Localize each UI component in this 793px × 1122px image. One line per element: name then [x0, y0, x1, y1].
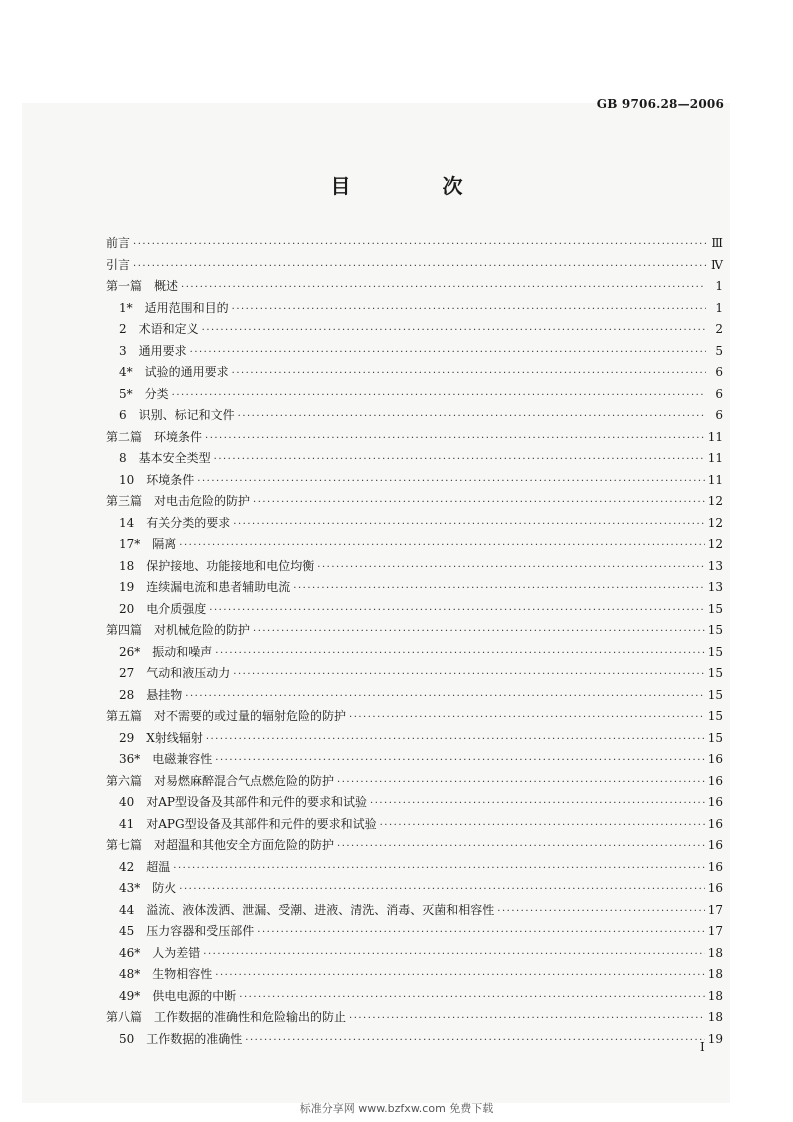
- toc-entry-label: 44 溢流、液体泼洒、泄漏、受潮、进液、清洗、消毒、灭菌和相容性: [119, 902, 495, 917]
- toc-entry[interactable]: [106, 728, 723, 750]
- toc-entry-page: 1: [715, 300, 723, 315]
- toc-entry-label: 2 术语和定义: [119, 322, 199, 336]
- toc-entry-page: 18: [707, 945, 723, 960]
- toc-dot-leader: [253, 621, 705, 643]
- toc-entry-label: 50 工作数据的准确性: [119, 1031, 243, 1046]
- toc-entry[interactable]: [106, 1007, 723, 1029]
- toc-entry-label: 1* 适用范围和目的: [119, 300, 229, 315]
- toc-dot-leader: [370, 793, 705, 815]
- toc-entry-page: 16: [707, 859, 723, 874]
- toc-entry-page: 12: [707, 515, 723, 530]
- toc-dot-leader: [209, 600, 704, 622]
- toc-entry-label: 5* 分类: [119, 386, 169, 401]
- toc-entry[interactable]: [106, 1029, 723, 1051]
- toc-entry-label: 28 悬挂物: [119, 687, 183, 702]
- toc-entry[interactable]: [106, 943, 723, 965]
- toc-entry[interactable]: [106, 685, 723, 707]
- toc-entry-page: 15: [707, 601, 723, 616]
- toc-entry[interactable]: [106, 986, 723, 1008]
- toc-dot-leader: [197, 471, 704, 493]
- toc-dot-leader: [497, 901, 704, 923]
- toc-entry-page: 18: [707, 1010, 723, 1024]
- toc-dot-leader: [232, 363, 706, 385]
- toc-dot-leader: [337, 836, 705, 858]
- toc-entry-page: 2: [715, 322, 723, 336]
- toc-dot-leader: [181, 277, 706, 299]
- toc-dot-leader: [232, 299, 706, 321]
- toc-entry-page: 5: [715, 343, 723, 358]
- toc-entry-label: 第一篇 概述: [106, 279, 179, 293]
- page-title: 目 次: [330, 174, 499, 198]
- toc-entry[interactable]: [106, 470, 723, 492]
- toc-entry[interactable]: [106, 405, 723, 427]
- toc-entry-page: 1: [715, 279, 723, 293]
- toc-dot-leader: [238, 406, 706, 428]
- toc-dot-leader: [185, 686, 704, 708]
- toc-entry[interactable]: [106, 384, 723, 406]
- toc-dot-leader: [172, 385, 706, 407]
- toc-entry-label: 20 电介质强度: [119, 601, 207, 616]
- toc-dot-leader: [349, 707, 705, 729]
- toc-entry-label: 14 有关分类的要求: [119, 515, 231, 530]
- toc-entry-label: 48* 生物相容性: [119, 967, 213, 981]
- toc-entry-label: 17* 隔离: [119, 537, 177, 551]
- toc-entry-label: 46* 人为差错: [119, 945, 201, 960]
- toc-entry-label: 45 压力容器和受压部件: [119, 924, 255, 938]
- toc-entry-page: 12: [707, 537, 723, 551]
- toc-entry-label: 引言: [106, 257, 131, 272]
- toc-dot-leader: [233, 664, 704, 686]
- toc-entry-page: 6: [715, 408, 723, 422]
- toc-entry[interactable]: [106, 298, 723, 320]
- toc-dot-leader: [173, 858, 704, 880]
- toc-entry-label: 第八篇 工作数据的准确性和危险输出的防止: [106, 1010, 347, 1024]
- toc-entry[interactable]: [106, 513, 723, 535]
- toc-dot-leader: [179, 879, 704, 901]
- toc-entry-page: 15: [707, 644, 723, 659]
- toc-dot-leader: [317, 557, 704, 579]
- toc-dot-leader: [133, 234, 706, 256]
- toc-entry-label: 前言: [106, 236, 131, 250]
- toc-entry[interactable]: [106, 319, 723, 341]
- toc-entry-label: 29 X射线辐射: [119, 730, 203, 745]
- table-of-contents: [106, 233, 723, 1050]
- toc-dot-leader: [239, 987, 704, 1009]
- toc-entry[interactable]: [106, 491, 723, 513]
- toc-entry-page: 16: [707, 816, 723, 831]
- toc-entry-label: 第七篇 对超温和其他安全方面危险的防护: [106, 838, 335, 852]
- toc-entry-label: 40 对AP型设备及其部件和元件的要求和试验: [119, 795, 368, 809]
- toc-dot-leader: [133, 256, 706, 278]
- toc-entry-label: 18 保护接地、功能接地和电位均衡: [119, 558, 315, 573]
- toc-entry-label: 4* 试验的通用要求: [119, 365, 229, 379]
- toc-entry-label: 第三篇 对电击危险的防护: [106, 494, 251, 508]
- toc-entry-page: 12: [707, 494, 723, 508]
- toc-dot-leader: [215, 965, 704, 987]
- toc-dot-leader: [190, 342, 706, 364]
- toc-dot-leader: [205, 428, 705, 450]
- toc-entry[interactable]: [106, 706, 723, 728]
- toc-dot-leader: [215, 643, 704, 665]
- toc-entry-label: 42 超温: [119, 859, 171, 874]
- toc-entry-page: 11: [707, 451, 723, 465]
- toc-entry[interactable]: [106, 835, 723, 857]
- toc-entry-label: 6 识别、标记和文件: [119, 408, 235, 422]
- toc-dot-leader: [214, 449, 705, 471]
- toc-entry[interactable]: [106, 599, 723, 621]
- toc-entry-page: 13: [707, 558, 723, 573]
- toc-entry-label: 49* 供电电源的中断: [119, 988, 237, 1003]
- standard-code: GB 9706.28—2006: [596, 97, 724, 111]
- page-number: I: [700, 1040, 705, 1054]
- toc-entry-page: 15: [707, 666, 723, 680]
- toc-entry[interactable]: [106, 620, 723, 642]
- toc-entry-label: 3 通用要求: [119, 343, 187, 358]
- toc-entry-page: 17: [707, 924, 723, 938]
- toc-entry-label: 36* 电磁兼容性: [119, 752, 213, 766]
- toc-entry-label: 第二篇 环境条件: [106, 429, 203, 444]
- toc-entry-label: 41 对APG型设备及其部件和元件的要求和试验: [119, 816, 377, 831]
- toc-entry[interactable]: [106, 556, 723, 578]
- toc-entry-label: 10 环境条件: [119, 472, 195, 487]
- toc-entry[interactable]: [106, 427, 723, 449]
- toc-entry-page: 11: [707, 472, 723, 487]
- toc-entry-label: 第五篇 对不需要的或过量的辐射危险的防护: [106, 709, 347, 723]
- toc-entry[interactable]: [106, 857, 723, 879]
- toc-entry-label: 第六篇 对易燃麻醉混合气点燃危险的防护: [106, 773, 335, 788]
- toc-dot-leader: [215, 750, 704, 772]
- toc-entry-label: 第四篇 对机械危险的防护: [106, 623, 251, 637]
- toc-entry[interactable]: [106, 792, 723, 814]
- toc-entry[interactable]: [106, 921, 723, 943]
- toc-entry-page: 15: [707, 730, 723, 745]
- toc-dot-leader: [293, 578, 704, 600]
- toc-entry[interactable]: [106, 577, 723, 599]
- toc-entry-page: 16: [707, 752, 723, 766]
- toc-dot-leader: [337, 772, 705, 794]
- footer-watermark: 标准分享网 www.bzfxw.com 免费下载: [299, 1102, 494, 1115]
- toc-entry-page: 18: [707, 988, 723, 1003]
- toc-entry[interactable]: [106, 362, 723, 384]
- toc-entry[interactable]: [106, 814, 723, 836]
- toc-entry[interactable]: [106, 878, 723, 900]
- toc-entry-page: 16: [707, 795, 723, 809]
- toc-entry-page: Ⅳ: [711, 257, 723, 272]
- toc-dot-leader: [349, 1008, 705, 1030]
- toc-entry[interactable]: [106, 233, 723, 255]
- toc-dot-leader: [257, 922, 704, 944]
- toc-entry-label: 19 连续漏电流和患者辅助电流: [119, 580, 291, 594]
- toc-dot-leader: [206, 729, 705, 751]
- toc-entry-page: 16: [707, 881, 723, 895]
- toc-entry-label: 8 基本安全类型: [119, 451, 211, 465]
- toc-entry[interactable]: [106, 964, 723, 986]
- toc-entry-page: 15: [707, 687, 723, 702]
- toc-entry[interactable]: [106, 749, 723, 771]
- toc-entry-page: 11: [707, 429, 723, 444]
- toc-entry-label: 43* 防火: [119, 881, 177, 895]
- toc-entry-page: 19: [707, 1031, 723, 1046]
- toc-entry-label: 26* 振动和噪声: [119, 644, 213, 659]
- toc-dot-leader: [179, 535, 704, 557]
- toc-entry[interactable]: [106, 900, 723, 922]
- toc-entry[interactable]: [106, 534, 723, 556]
- toc-entry-page: Ⅲ: [711, 236, 723, 250]
- toc-entry[interactable]: [106, 255, 723, 277]
- toc-entry-page: 15: [707, 623, 723, 637]
- toc-dot-leader: [203, 944, 704, 966]
- toc-entry-label: 27 气动和液压动力: [119, 666, 231, 680]
- toc-entry-page: 16: [707, 838, 723, 852]
- toc-entry-page: 13: [707, 580, 723, 594]
- toc-dot-leader: [380, 815, 705, 837]
- toc-dot-leader: [202, 320, 706, 342]
- toc-entry-page: 6: [715, 365, 723, 379]
- toc-entry[interactable]: [106, 663, 723, 685]
- toc-entry[interactable]: [106, 771, 723, 793]
- toc-entry[interactable]: [106, 341, 723, 363]
- toc-entry[interactable]: [106, 448, 723, 470]
- toc-entry-page: 15: [707, 709, 723, 723]
- toc-entry-page: 6: [715, 386, 723, 401]
- toc-entry-page: 16: [707, 773, 723, 788]
- toc-dot-leader: [233, 514, 704, 536]
- toc-entry-page: 18: [707, 967, 723, 981]
- toc-entry[interactable]: [106, 642, 723, 664]
- toc-dot-leader: [253, 492, 705, 514]
- toc-entry[interactable]: [106, 276, 723, 298]
- toc-entry-page: 17: [707, 902, 723, 917]
- toc-dot-leader: [245, 1030, 704, 1052]
